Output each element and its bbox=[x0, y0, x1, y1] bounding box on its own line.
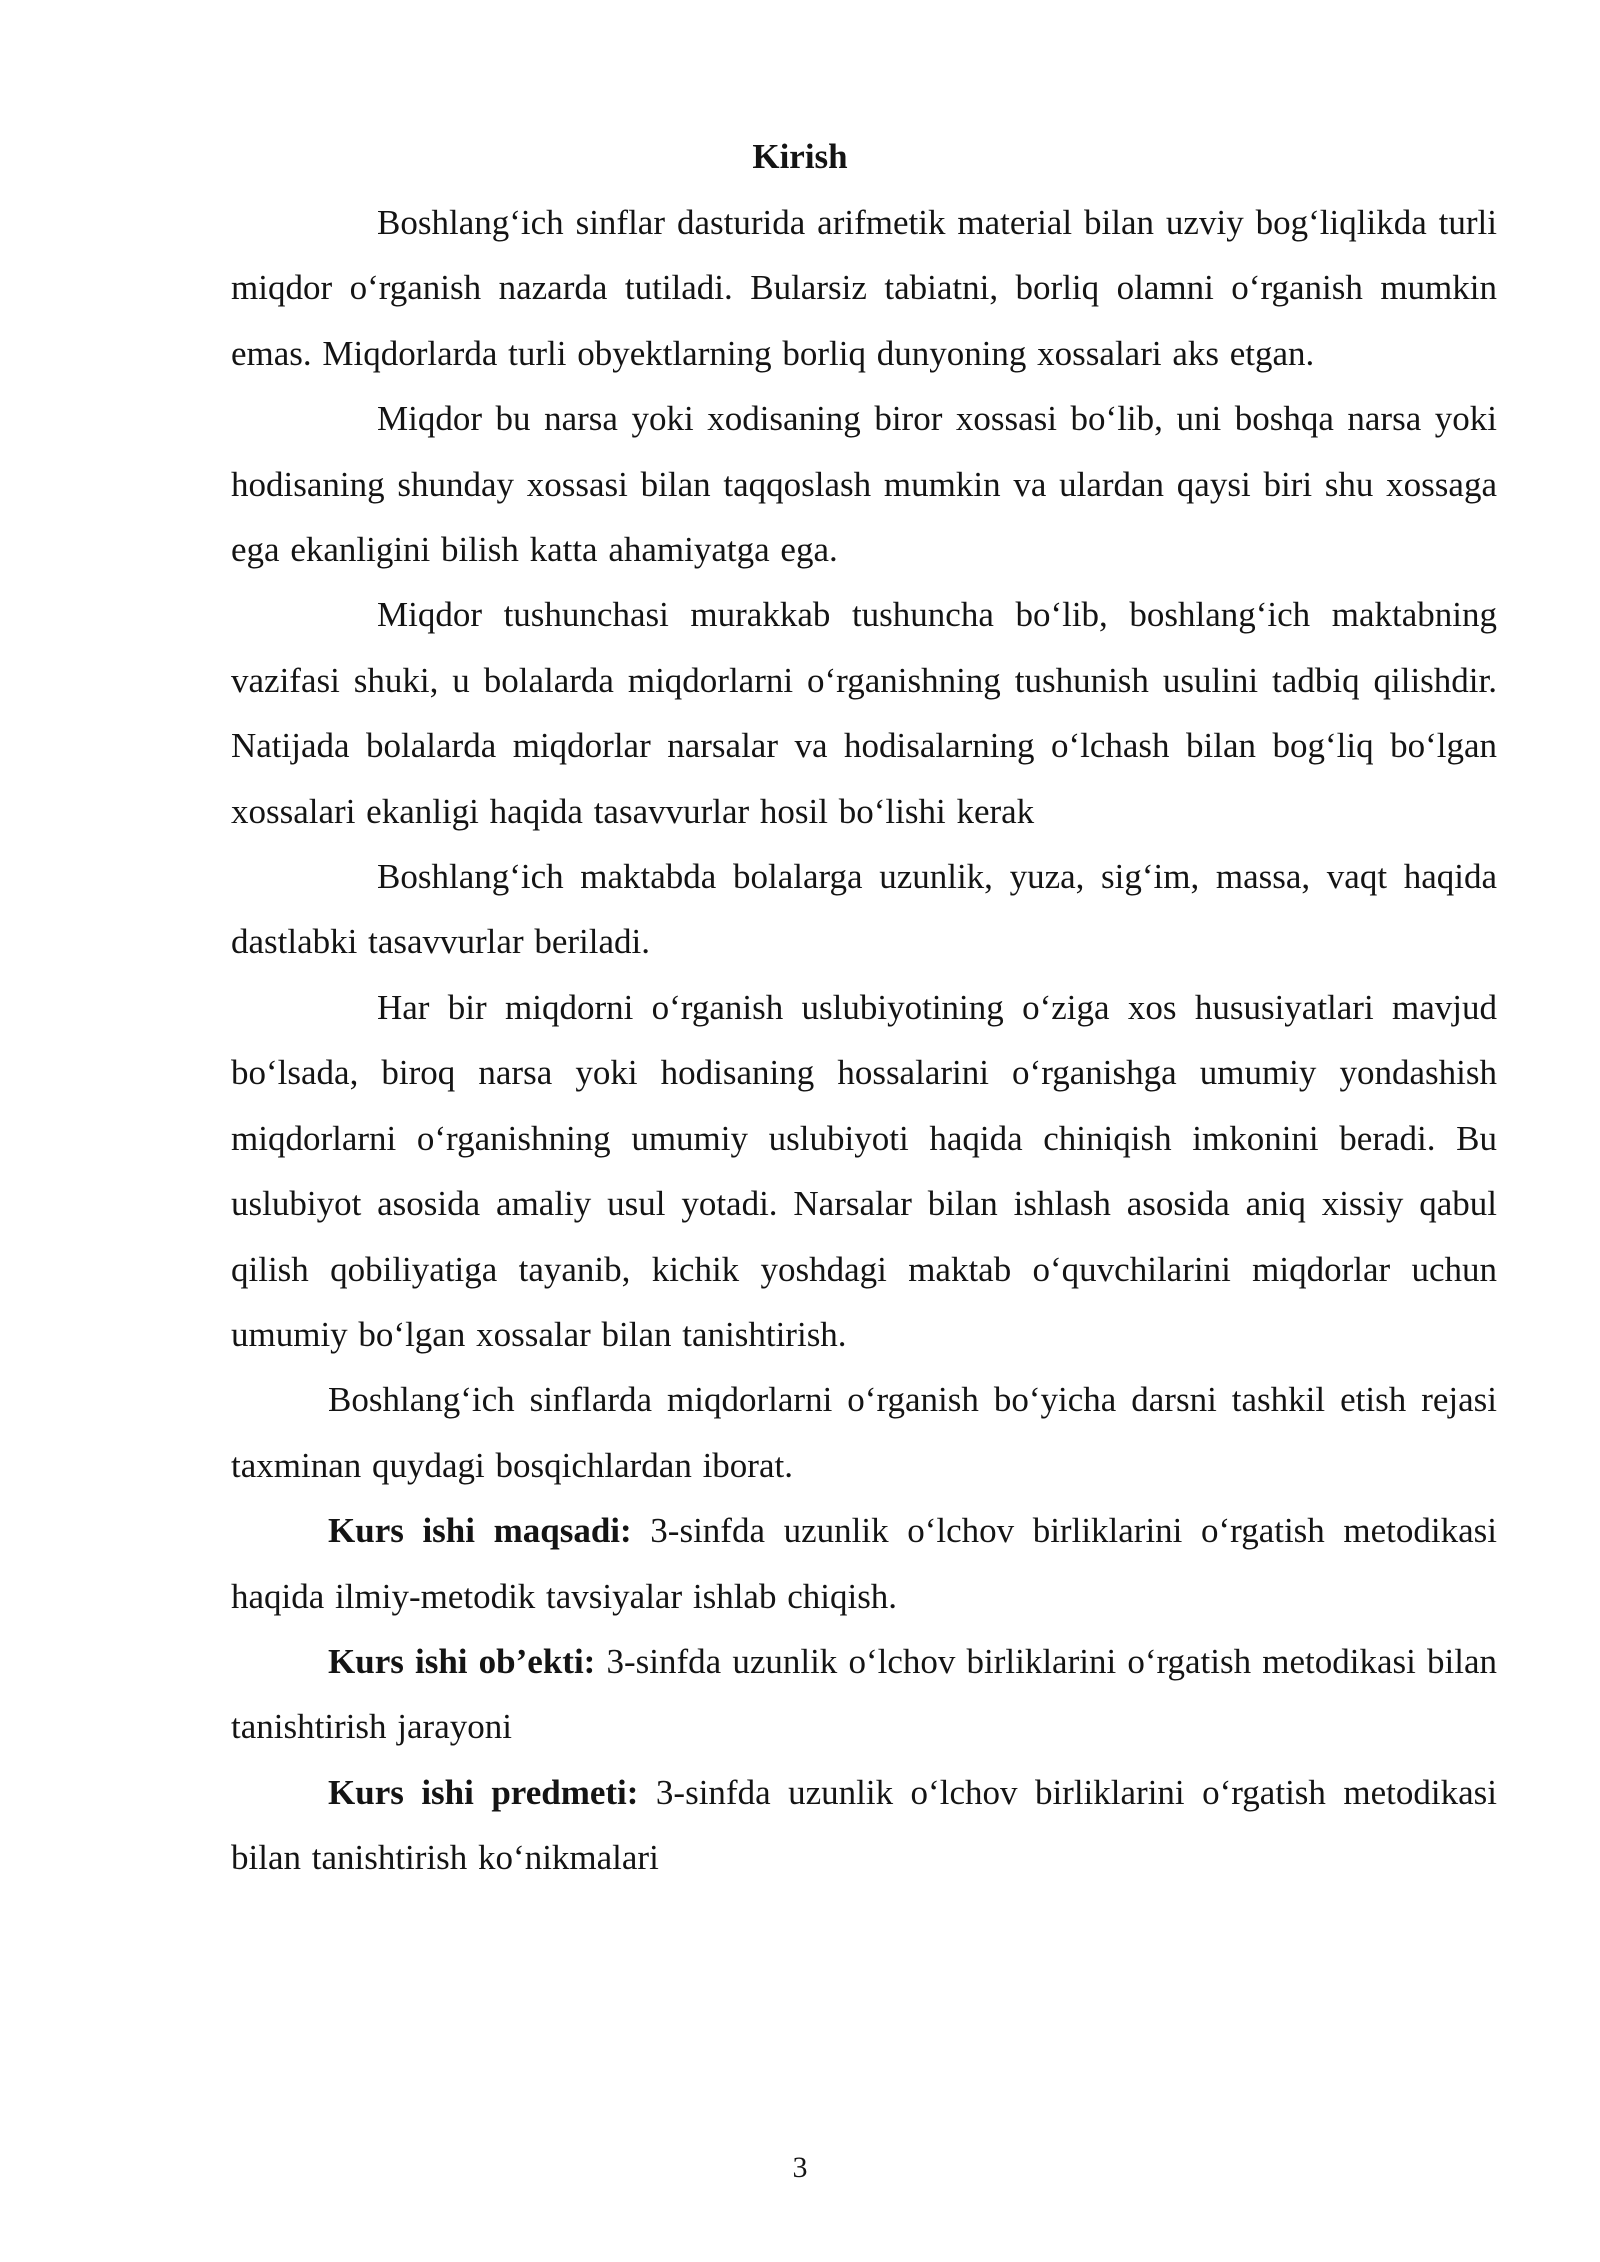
paragraph-lesson-plan: Boshlang‘ich sinflarda miqdorlarni o‘rganish bo‘yicha darsni tashkil etish rejasi taxminan quydagi bosqichlardan iborat. bbox=[231, 1380, 1497, 1485]
object-label: Kurs ishi ob’ekti: bbox=[328, 1641, 596, 1681]
object-paragraph bbox=[231, 1629, 1497, 1760]
subject-text: 3-sinfda uzunlik o‘lchov birliklarini o‘rgatish metodikasi bilan tanishtirish ko‘nikmalari bbox=[231, 1772, 1497, 1878]
page-title: Kirish bbox=[752, 137, 848, 176]
object-text: 3-sinfda uzunlik o‘lchov birliklarini o‘rgatish metodikasi bilan tanishtirish jarayoni bbox=[231, 1641, 1497, 1747]
body-text bbox=[231, 190, 1497, 1891]
paragraph-intro: Boshlang‘ich sinflar dasturida arifmetik material bilan uzviy bog‘liqlikda turli miqdor o‘rganish nazarda tutiladi. Bularsiz tabiatni, borliq olamni o‘rganish mumkin emas. Miqdorlarda turli obyektlarning borliq dunyoning xossalari aks etgan. bbox=[231, 203, 1497, 373]
paragraph-primary-school: Boshlang‘ich maktabda bolalarga uzunlik, yuza, sig‘im, massa, vaqt haqida dastlabki tasavvurlar beriladi. bbox=[231, 857, 1497, 962]
paragraph-quantity-definition: Miqdor bu narsa yoki xodisaning biror xossasi bo‘lib, uni boshqa narsa yoki hodisaning shunday xossasi bilan taqqoslash mumkin va ulardan qaysi biri shu xossaga ega ekanligini bilish katta ahamiyatga ega. bbox=[231, 399, 1497, 570]
subject-paragraph bbox=[231, 1760, 1497, 1891]
goal-label: Kurs ishi maqsadi: bbox=[328, 1511, 632, 1551]
goal-text: 3-sinfda uzunlik o‘lchov birliklarini o‘rgatish metodikasi haqida ilmiy-metodik tavsiyalar ishlab chiqish. bbox=[231, 1511, 1497, 1616]
paragraph-methodology: Har bir miqdorni o‘rganish uslubiyotining o‘ziga xos hususiyatlari mavjud bo‘lsada, biroq narsa yoki hodisaning hossalarini o‘rganishga umumiy yondashish miqdorlarni o‘rganishning umumiy uslubiyoti haqida chiniqish imkonini beradi. Bu uslubiyot asosida amaliy usul yotadi. Narsalar bilan ishlash asosida aniq xissiy qabul qilish qobiliyatiga tayanib, kichik yoshdagi maktab o‘quvchilarini miqdorlar uchun umumiy bo‘lgan xossalar bilan tanishtirish. bbox=[231, 987, 1497, 1354]
paragraph-quantity-concept: Miqdor tushunchasi murakkab tushuncha bo‘lib, boshlang‘ich maktabning vazifasi shuki, u bolalarda miqdorlarni o‘rganishning tushunish usulini tadbiq qilishdir. Natijada bolalarda miqdorlar narsalar va hodisalarning o‘lchash bilan bog‘liq bo‘lgan xossalari ekanligi haqida tasavvurlar hosil bo‘lishi kerak bbox=[231, 595, 1497, 831]
goal-paragraph bbox=[231, 1498, 1497, 1629]
page-number: 3 bbox=[792, 2151, 808, 2184]
subject-label: Kurs ishi predmeti: bbox=[328, 1772, 639, 1812]
